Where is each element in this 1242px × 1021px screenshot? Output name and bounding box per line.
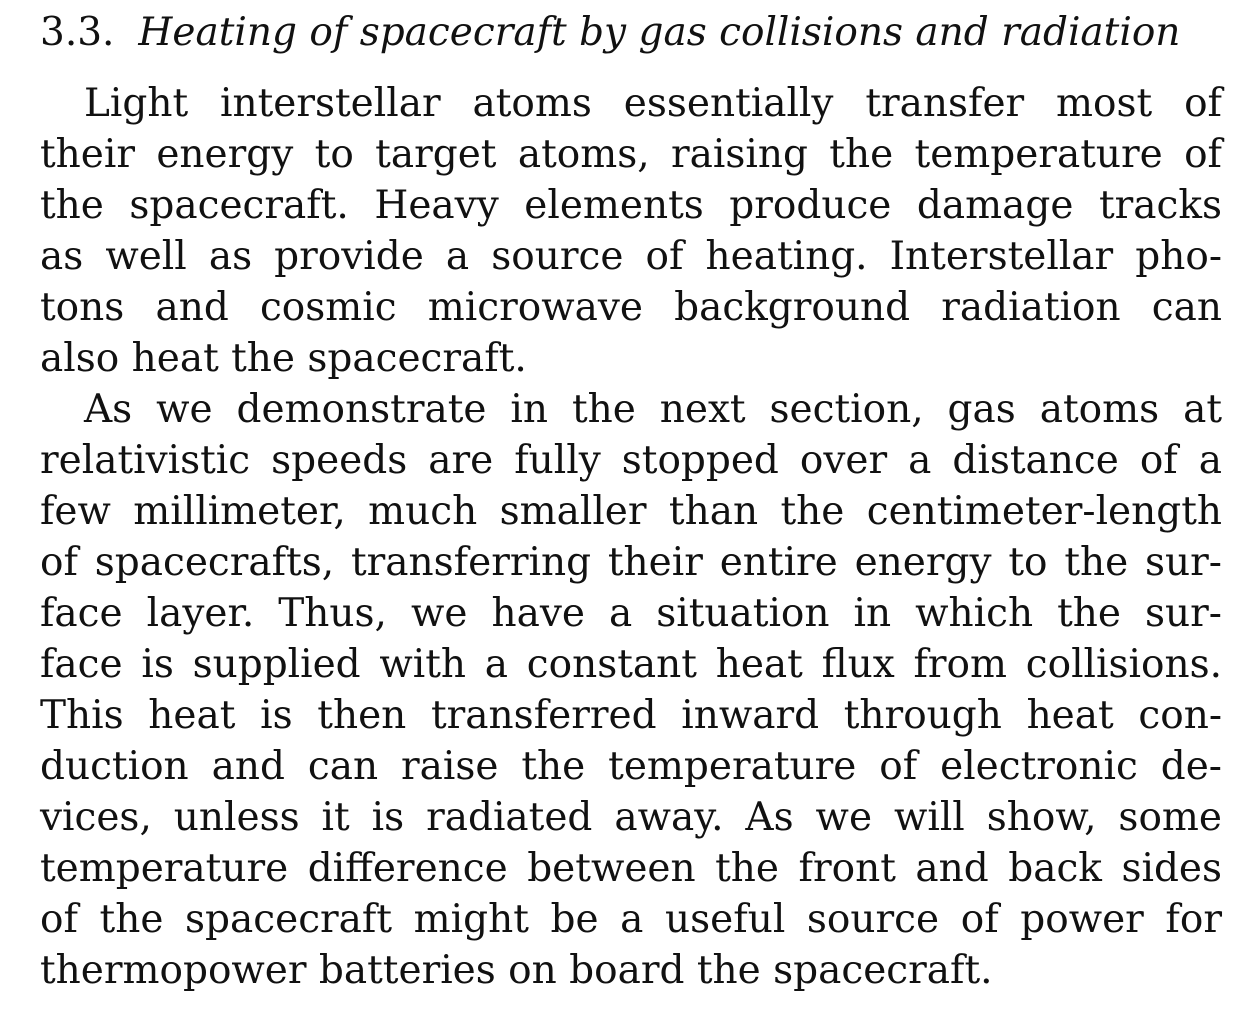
paragraph-line: As we demonstrate in the next section, gas atoms at	[84, 387, 1222, 432]
section-heading	[40, 8, 1180, 58]
paragraph-line: Light interstellar atoms essentially transfer most of	[84, 81, 1222, 126]
paragraph-line: vices, unless it is radiated away. As we will show, some	[40, 795, 1222, 840]
paragraph-1	[40, 78, 1222, 384]
paragraph-line: temperature difference between the front and back sides	[40, 846, 1222, 891]
paragraph-line: the spacecraft. Heavy elements produce damage tracks	[40, 183, 1222, 228]
paragraph-line: relativistic speeds are fully stopped over a distance of a	[40, 438, 1222, 483]
section-title: Heating of spacecraft by gas collisions and radiation	[138, 10, 1181, 55]
paragraph-line: also heat the spacecraft.	[40, 336, 527, 381]
paragraph-line: duction and can raise the temperature of electronic de-	[40, 744, 1222, 789]
section-number: 3.3.	[40, 10, 115, 55]
paragraph-line: thermopower batteries on board the spacecraft.	[40, 948, 993, 993]
paragraph-line: tons and cosmic microwave background radiation can	[40, 285, 1222, 330]
paragraph-line: of the spacecraft might be a useful source of power for	[40, 897, 1222, 942]
paragraph-line: as well as provide a source of heating. Interstellar pho-	[40, 234, 1222, 279]
paragraph-2	[40, 384, 1222, 996]
paragraph-line: few millimeter, much smaller than the centimeter-length	[40, 489, 1222, 534]
paragraph-line: face is supplied with a constant heat flux from collisions.	[40, 642, 1222, 687]
paragraph-line: face layer. Thus, we have a situation in which the sur-	[40, 591, 1222, 636]
paragraph-line: This heat is then transferred inward through heat con-	[40, 693, 1222, 738]
paragraph-line: of spacecrafts, transferring their entire energy to the sur-	[40, 540, 1222, 585]
paragraph-line: their energy to target atoms, raising the temperature of	[40, 132, 1222, 177]
